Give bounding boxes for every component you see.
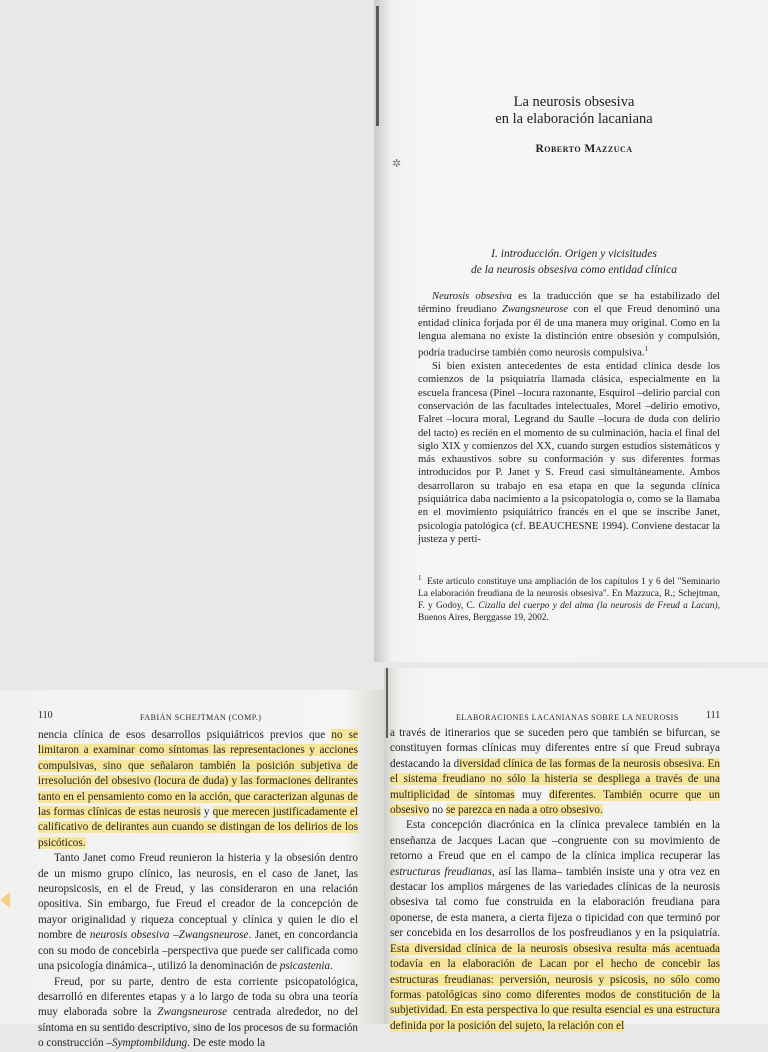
highlight: diferentes. También ocurre que un obsesivo bbox=[390, 788, 721, 817]
page-number-right: 111 bbox=[706, 710, 721, 721]
body-text-top: Neurosis obsesiva es la traducción que se ha estabilizado del término freudiano Zwangsneurose con el que Freud denominó una entidad clínica forjada por él de una manera muy original. Como en la lengua alemana no existe la distinción entre obsesión y compulsión, podría traducirse también como neurosis compulsiva.$^1$ Si bien existen antecedentes de esta entidad clínica desde los comienzos de la psiquiatría llamada clásica, especialmente en la escuela francesa (Pinel –locura razonante, Esquirol –delirio parcial con conservación de las facultades intelectuales, Morel –delirio emotivo, Falret –locura moral, Legrand du Saulle –locura de duda con delirio del tacto) es recién en el momento de su culminación, hacia el final del siglo XIX y comienzos del XX, cuando surgen estudios sistemáticos y más exhaustivos sobre su conformación y sus diferentes formas introducidos por P. Janet y S. Freud casi simultáneamente. Ambos desarrollaron su trabajo en esa etapa en que la segunda clínica psiquiátrica daba nacimiento a la psicopatología o, como se la llamaba en el movimiento psiquiátrico francés en el que se inscribe Janet, psicología patológica (cf. BEAUCHESNE 1994). Conviene destacar la justeza y perti- bbox=[418, 291, 720, 545]
top-page bbox=[374, 0, 768, 662]
highlight: que merecen justificadamente el calificativo de delirantes aun cuando se distingan de los delirios de los psicóticos. bbox=[38, 806, 358, 849]
paragraph: Esta concepción diacrónica en la clínica prevalece también en la enseñanza de Jacques Lacan que –congruente con su movimiento de retorno a Freud que en el campo de la clínica implica recuperar las estructuras freudianas, así las llama– también insiste una y otra vez en destacar los amplios márgenes de las variedades clínicas de la neurosis obsesiva tal como fue construida en la elaboración freudiana para oponerse, de esta manera, a cierta fijeza o tipicidad con que terminó por ser concebida en los desarrollos de los posfreudianos y en la psiquiatría. Esta diversidad clínica de la neurosis obsesiva resulta más acentuada todavía en la elaboración de Lacan por el hecho de concebir las estructuras freudianas: perversión, neurosis y psicosis, no sólo como formas patológicas sino como diferentes modos de constitución de la subjetividad. En esta perspectiva lo que resulta esencial es una estructura definida por la posición del sujeto, la relación con el bbox=[390, 819, 720, 1032]
article-title bbox=[394, 94, 754, 128]
page-number-left: 110 bbox=[38, 710, 53, 721]
fold-shadow bbox=[386, 668, 388, 738]
title-line-2: en la elaboración lacaniana bbox=[495, 111, 653, 127]
highlight: Esta diversidad clínica de la neurosis obsesiva resulta más acentuada todavía en la elaboración de Lacan por el hecho de concebir las estructuras freudianas: perversión, neurosis y psicosis, no sólo como formas patológicas sino como diferentes modos de constitución de la subjetividad. En esta perspectiva lo que resulta esencial es una estructura definida por la posición del sujeto, la relación con el bbox=[390, 942, 720, 1032]
footnote: $^1$ Este artículo constituye una ampliación de los capítulos 1 y 6 del "Seminario La elaboración freudiana de la neurosis obsesiva". En Mazzuca, R.; Schejtman, F. y Godoy, C. Cizalla del cuerpo y del alma (la neurosis de Freud a Lacan), Buenos Aires, Berggasse 19, 2002. bbox=[418, 574, 720, 624]
highlight: se parezca en nada a otro obsesivo. bbox=[445, 804, 603, 817]
paragraph: nencia clínica de esos desarrollos psiquiátricos previos que no se limitaron a examinar como síntomas las representaciones y acciones compulsivas, sino que señalaron también la posición subjetiva de irresolución del obsesivo (locura de duda) y las formaciones delirantes tanto en el pensamiento como en la acción, que caracterizan algunas de las formas clínicas de estas neurosis y que merecen justificadamente el calificativo de delirantes aun cuando se distingan de los delirios de los psicóticos. bbox=[38, 729, 358, 849]
section-heading bbox=[394, 246, 754, 278]
body-text-left bbox=[38, 728, 358, 1052]
left-page bbox=[0, 690, 384, 1050]
term-neurosis-obsesiva: Neurosis obsesiva bbox=[432, 291, 512, 302]
paragraph: Freud, por su parte, dentro de esta corriente psicopatológica, desarrolló en diferentes etapas y a lo largo de toda su obra una teoría muy elaborada sobre la Zwangsneurose centrada alrededor, no del síntoma en su sentido descriptivo, sino de los procesos de su formación o construcción –Symptombildung. De este modo la bbox=[38, 975, 358, 1050]
paragraph-2: Si bien existen antecedentes de esta entidad clínica desde los comienzos de la psiquiatría llamada clásica, especialmente en la escuela francesa (Pinel –locura razonante, Esquirol –delirio parcial con conservación de las facultades intelectuales, Morel –delirio emotivo, Falret –locura moral, Legrand du Saulle –locura de duda con delirio del tacto) es recién en el momento de su culminación, hacia el final del siglo XIX y comienzos del XX, cuando surgen estudios sistemáticos y más exhaustivos sobre su conformación y sus diferentes formas introducidos por P. Janet y S. Freud casi simultáneamente. Ambos desarrollaron su trabajo en esa etapa en que la segunda clínica psiquiátrica daba nacimiento a la psicopatología o, como se la llamaba en el movimiento psiquiátrico francés en el que se inscribe Janet, psicología patológica (cf. BEAUCHESNE 1994). Conviene destacar la justeza y perti- bbox=[418, 361, 720, 545]
body-text-right bbox=[390, 726, 720, 1034]
running-head-right: ELABORACIONES LACANIANAS SOBRE LA NEUROSIS bbox=[456, 713, 679, 722]
section-line-2: de la neurosis obsesiva como entidad clínica bbox=[471, 264, 677, 276]
section-line-1: I. introducción. Origen y vicisitudes bbox=[491, 248, 657, 260]
hole-mark-icon: ✲ bbox=[392, 158, 402, 170]
fold-shadow bbox=[376, 6, 379, 126]
title-line-1: La neurosis obsesiva bbox=[513, 94, 635, 110]
running-head-left: FABIÁN SCHEJTMAN (COMP.) bbox=[140, 713, 262, 722]
footnote-ref: 1 bbox=[644, 345, 649, 354]
page-marker-icon bbox=[0, 892, 10, 908]
right-page bbox=[384, 668, 768, 1032]
author-name: Roberto Mazzuca bbox=[535, 143, 633, 155]
highlight: iversidad clínica de las formas de la neurosis obsesiva. En el sistema freudiano no sólo la histeria se despliega a través de una multiplicidad de síntomas bbox=[390, 757, 720, 801]
paragraph: a través de itinerarios que se suceden pero que también se bifurcan, se constituyen formas clínicas muy diferentes entre sí que Freud subraya destacando la diversidad clínica de las formas de la neurosis obsesiva. En el sistema freudiano no sólo la histeria se despliega a través de una multiplicidad de síntomas muy diferentes. También ocurre que un obsesivo no se parezca en nada a otro obsesivo. bbox=[390, 727, 721, 817]
highlight: no se limitaron a examinar como síntomas las representaciones y acciones compulsivas, sino que señalaron también la posición subjetiva de irresolución del obsesivo (locura de duda) y las formaciones delirantes tanto en el pensamiento como en la acción, que caracterizan algunas de las formas clínicas de estas neurosis bbox=[38, 729, 358, 819]
paragraph: Tanto Janet como Freud reunieron la histeria y la obsesión dentro de un mismo grupo clínico, las neurosis, en el caso de Janet, las neuropsicosis, en el de Freud, y las consideraron en una relación opositiva. Sin embargo, fue Freud el creador de la concepción de mayor originalidad y riqueza conceptual y clínica y quien le dio el nombre de neurosis obsesiva –Zwangsneurose. Janet, en concordancia con su modo de concebirla –perspectiva que puede ser calificada como una psicología dinámica–, utilizó la denominación de psicastenia. bbox=[38, 852, 358, 973]
